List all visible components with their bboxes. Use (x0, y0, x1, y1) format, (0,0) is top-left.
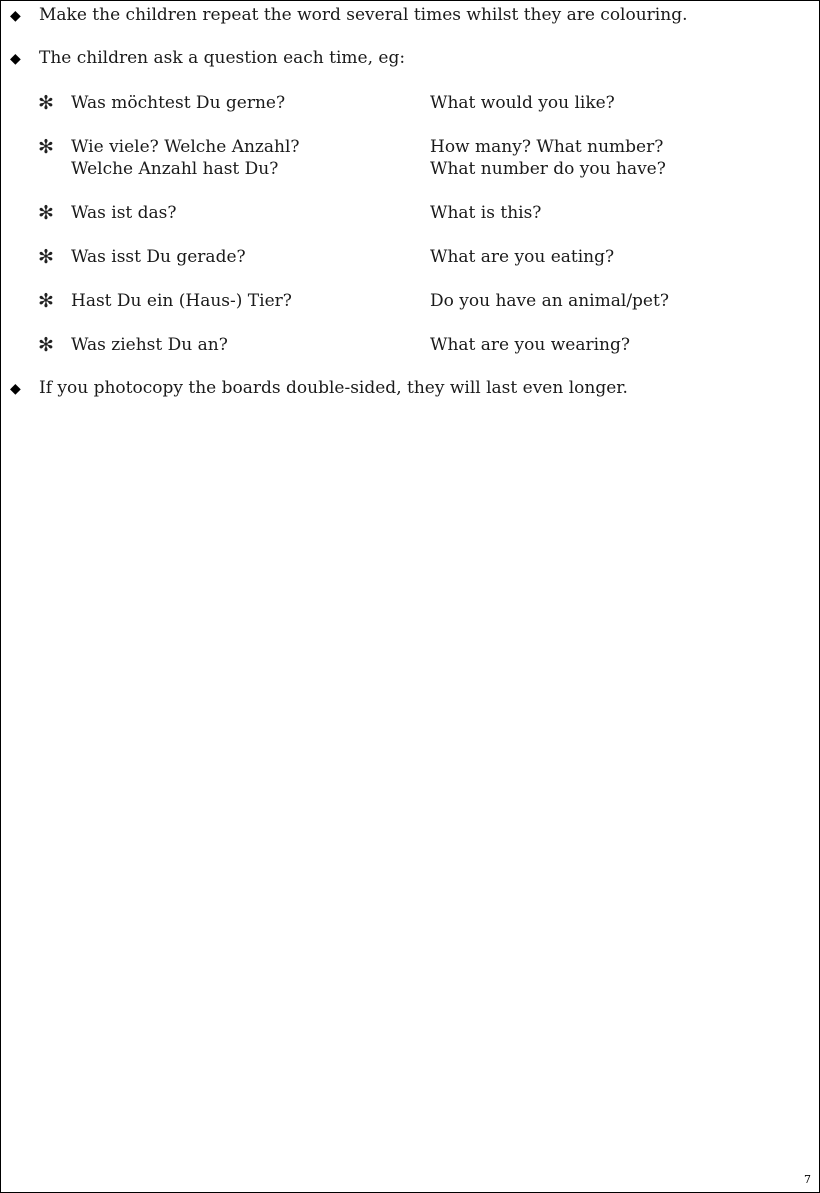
english-translation: How many? What number? What number do you have? (430, 137, 666, 179)
asterisk-bullet-icon: ✻ (38, 246, 54, 268)
german-question: Wie viele? Welche Anzahl? Welche Anzahl hast Du? (71, 137, 300, 179)
asterisk-bullet-icon: ✻ (38, 334, 54, 356)
german-question: Was isst Du gerade? (71, 247, 246, 267)
diamond-bullet-icon: ◆ (10, 51, 21, 67)
german-question: Hast Du ein (Haus-) Tier? (71, 291, 292, 311)
question-row (38, 136, 798, 180)
page-number: 7 (804, 1173, 811, 1186)
english-translation: What is this? (430, 203, 542, 223)
english-translation: What are you wearing? (430, 335, 630, 355)
german-question: Was möchtest Du gerne? (71, 93, 286, 113)
question-row (38, 290, 798, 312)
english-translation: What would you like? (430, 93, 615, 113)
bullet-text: Make the children repeat the word several times whilst they are colouring. (39, 5, 688, 25)
german-question: Was ist das? (71, 203, 177, 223)
question-row (38, 202, 798, 224)
asterisk-bullet-icon: ✻ (38, 202, 54, 224)
diamond-bullet-icon: ◆ (10, 381, 21, 397)
english-translation: What are you eating? (430, 247, 615, 267)
bullet-item (10, 5, 687, 25)
bullet-text: The children ask a question each time, eg: (39, 48, 406, 68)
english-translation: Do you have an animal/pet? (430, 291, 669, 311)
german-question: Was ziehst Du an? (71, 335, 228, 355)
question-row (38, 246, 798, 268)
bullet-item (10, 378, 628, 398)
question-row (38, 334, 798, 356)
asterisk-bullet-icon: ✻ (38, 136, 54, 158)
asterisk-bullet-icon: ✻ (38, 92, 54, 114)
bullet-text: If you photocopy the boards double-sided, they will last even longer. (39, 378, 628, 398)
asterisk-bullet-icon: ✻ (38, 290, 54, 312)
question-row (38, 92, 798, 114)
bullet-item (10, 48, 405, 68)
diamond-bullet-icon: ◆ (10, 8, 21, 24)
